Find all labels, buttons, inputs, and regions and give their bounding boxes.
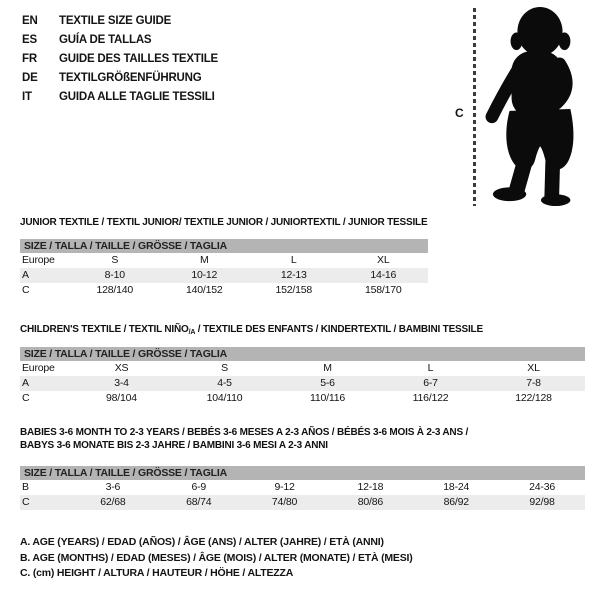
lang-code: DE	[22, 72, 38, 84]
row-label: C	[22, 284, 30, 296]
language-title-block	[22, 12, 218, 107]
row-label: B	[22, 481, 29, 493]
lang-row-es	[22, 31, 218, 50]
cell: 128/140	[96, 284, 134, 296]
lang-row-fr	[22, 50, 218, 69]
cell: 110/116	[310, 392, 345, 404]
cell: 74/80	[271, 496, 298, 508]
row-label: A	[22, 377, 29, 389]
cell: 86/92	[443, 496, 469, 508]
cell: S	[111, 254, 119, 266]
cell: 10-12	[191, 269, 218, 281]
junior-size-table	[20, 239, 428, 298]
cell: XL	[527, 362, 540, 374]
cell: S	[221, 362, 228, 374]
cell: 14-16	[370, 269, 397, 281]
footnote-c: C. (cm) HEIGHT / ALTURA / HAUTEUR / HÖHE / ALTEZZA	[20, 567, 294, 579]
cell: 18-24	[443, 481, 470, 493]
footnote-a: A. AGE (YEARS) / EDAD (AÑOS) / ÂGE (ANS) / ALTER (JAHRE) / ETÀ (ANNI)	[20, 536, 384, 548]
cell: 104/110	[206, 392, 243, 404]
cell: XS	[114, 362, 129, 374]
cell: 158/170	[364, 284, 402, 296]
cell: 5-6	[320, 377, 335, 389]
cell: L	[290, 254, 297, 266]
table-row	[20, 376, 585, 391]
row-label: C	[22, 496, 30, 508]
footnote-b: B. AGE (MONTHS) / EDAD (MESES) / ÂGE (MOIS) / ALTER (MONATE) / ETÀ (MESI)	[20, 551, 413, 564]
babies-size-table	[20, 466, 585, 510]
table-row	[20, 391, 585, 406]
cell: 62/68	[100, 496, 126, 508]
legend-footnotes	[20, 535, 413, 582]
title-subscript: /A	[188, 329, 196, 336]
cell: 140/152	[185, 284, 223, 296]
row-label: Europe	[22, 254, 55, 266]
lang-label: TEXTILGRÖßENFÜHRUNG	[59, 72, 202, 84]
table-row	[20, 480, 585, 495]
lang-code: FR	[22, 53, 37, 65]
lang-row-de	[22, 69, 218, 88]
size-header-bar: SIZE / TALLA / TAILLE / GRÖSSE / TAGLIA	[20, 239, 428, 253]
cell: 12-13	[280, 269, 307, 281]
title-part: / TEXTILE DES ENFANTS / KINDERTEXTIL / BAMBINI TESSILE	[195, 324, 483, 335]
title-line-2: BABYS 3-6 MONATE BIS 2-3 JAHRE / BAMBINI 3-6 MESI A 2-3 ANNI	[20, 440, 328, 451]
cell: 24-36	[529, 481, 555, 493]
cell: 116/122	[412, 392, 449, 404]
height-measure-label: C	[455, 106, 464, 120]
cell: 8-10	[104, 269, 125, 281]
row-label: A	[22, 269, 29, 281]
title-line-1: BABIES 3-6 MONTH TO 2-3 YEARS / BEBÉS 3-6 MESES A 2-3 AÑOS / BÉBÉS 3-6 MOIS À 2-3 ANS /	[20, 427, 469, 438]
cell: 3-6	[105, 481, 121, 493]
table-row	[20, 268, 428, 283]
lang-row-en	[22, 12, 218, 31]
babies-table-title	[20, 426, 468, 452]
cell: 9-12	[274, 481, 295, 493]
lang-code: EN	[22, 15, 38, 27]
lang-label: GUIDA ALLE TAGLIE TESSILI	[59, 91, 215, 103]
lang-code: ES	[22, 34, 37, 46]
row-label: Europe	[22, 362, 55, 374]
lang-code: IT	[22, 91, 32, 103]
cell: 80/86	[357, 496, 384, 508]
size-header-bar: SIZE / TALLA / TAILLE / GRÖSSE / TAGLIA	[20, 466, 585, 480]
cell: 7-8	[526, 377, 541, 389]
table-row	[20, 253, 428, 268]
table-row	[20, 361, 585, 376]
row-label: C	[22, 392, 30, 404]
children-size-table	[20, 347, 585, 406]
cell: M	[323, 362, 332, 374]
cell: 152/158	[275, 284, 313, 296]
lang-row-it	[22, 88, 218, 107]
cell: 6-9	[191, 481, 207, 493]
cell: 122/128	[515, 392, 552, 404]
toddler-silhouette-icon	[480, 5, 598, 207]
cell: 98/104	[106, 392, 137, 404]
size-header-bar: SIZE / TALLA / TAILLE / GRÖSSE / TAGLIA	[20, 347, 585, 361]
junior-table-title: JUNIOR TEXTILE / TEXTIL JUNIOR/ TEXTILE JUNIOR / JUNIORTEXTIL / JUNIOR TESSILE	[20, 217, 428, 228]
cell: 6-7	[423, 377, 438, 389]
cell: 3-4	[114, 377, 129, 389]
lang-label: GUIDE DES TAILLES TEXTILE	[59, 53, 218, 65]
height-measure-dashed-line	[473, 8, 476, 206]
cell: 12-18	[357, 481, 384, 493]
table-row	[20, 495, 585, 510]
cell: 68/74	[186, 496, 212, 508]
children-table-title	[20, 323, 483, 339]
cell: 4-5	[217, 377, 232, 389]
cell: XL	[377, 254, 390, 266]
cell: L	[427, 362, 434, 374]
table-row	[20, 283, 428, 298]
lang-label: TEXTILE SIZE GUIDE	[59, 15, 172, 27]
title-part: CHILDREN'S TEXTILE / TEXTIL NIÑO	[20, 324, 189, 335]
cell: M	[199, 254, 209, 266]
cell: 92/98	[529, 496, 555, 508]
lang-label: GUÍA DE TALLAS	[59, 34, 152, 46]
